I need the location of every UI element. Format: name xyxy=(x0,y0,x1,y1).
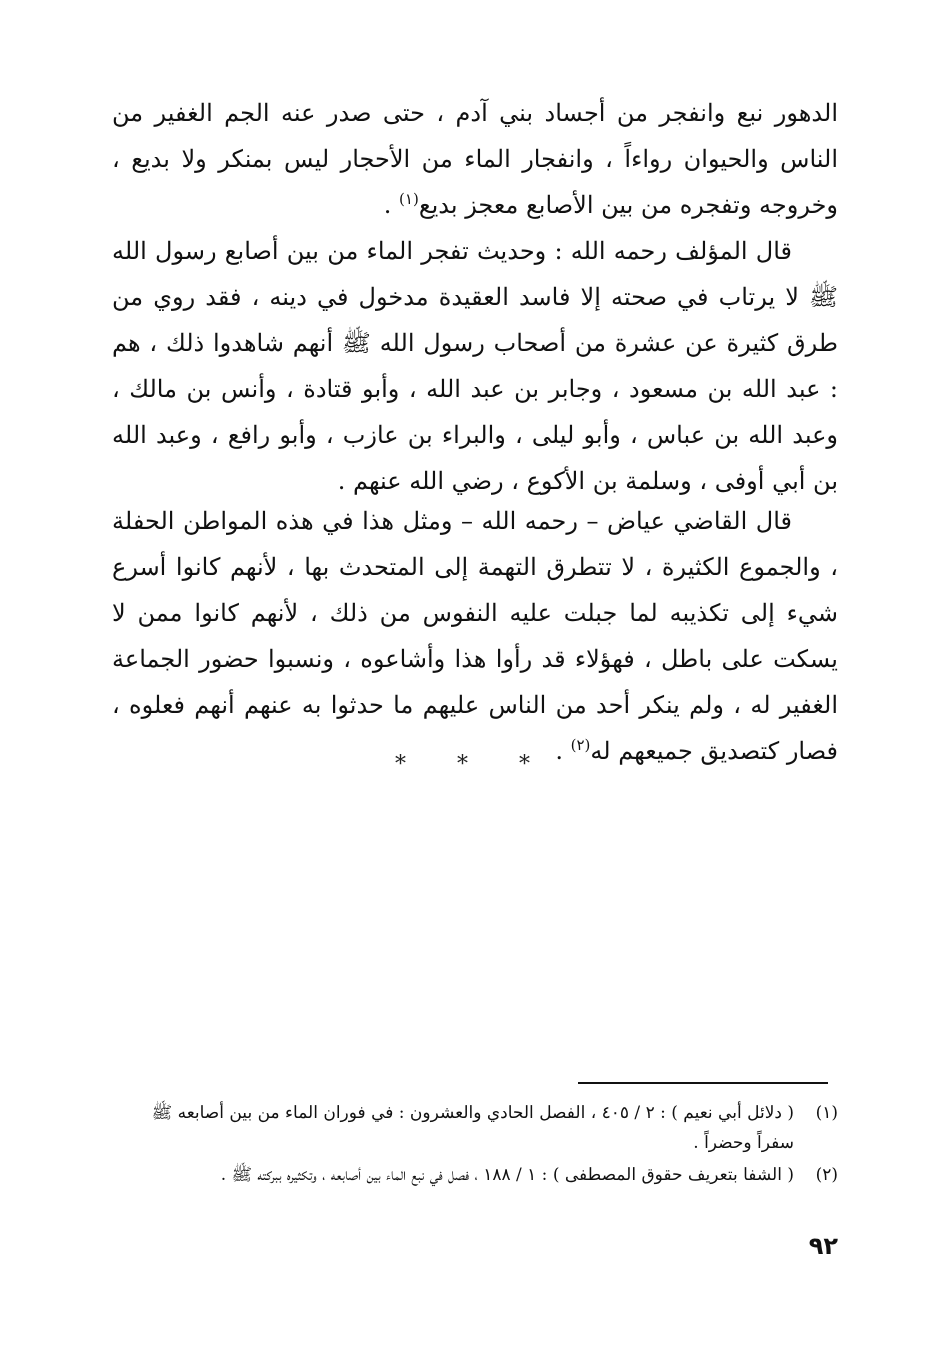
paragraph-continuation xyxy=(112,90,838,228)
footnote-item xyxy=(112,1160,838,1190)
paragraph-author-comment xyxy=(112,228,838,504)
footnote-ref-1: (١) xyxy=(399,190,419,208)
footnote-text: ( الشفا بتعريف حقوق المصطفى ) : ١ / ١٨٨ ، فصل في نبع الماء بين أصابعه ، وتكثيره ببركته ﷺ . xyxy=(220,1165,794,1185)
page-number: ٩٢ xyxy=(808,1232,838,1260)
footnote-ref-2: (٢) xyxy=(570,736,591,754)
footnotes xyxy=(112,1098,838,1192)
paragraph-text: قال المؤلف رحمه الله : وحديث تفجر الماء من بين أصابع رسول الله ﷺ لا يرتاب في صحته إلا فاسد العقيدة مدخول في دينه ، فقد روي من طرق كثيرة عن عشرة من أصحاب رسول الله ﷺ أنهم شاهدوا ذلك ، هم : عبد الله بن مسعود ، وجابر بن عبد الله ، وأبو قتادة ، وأنس بن مالك ، وعبد الله بن عباس ، وأبو ليلى ، والبراء بن عازب ، وأبو رافع ، وعبد الله بن أبي أوفى ، وسلمة بن الأكوع ، رضي الله عنهم . xyxy=(112,237,839,495)
paragraph-tail: . xyxy=(555,737,571,765)
footnote-text: ( دلائل أبي نعيم ) : ٢ / ٤٠٥ ، الفصل الحادي والعشرون : في فوران الماء من بين أصابعه ﷺ سفراً وحضراً . xyxy=(151,1103,794,1153)
paragraph-text: الدهور نبع وانفجر من أجساد بني آدم ، حتى صدر عنه الجم الغفير من الناس والحيوان رواءاً ، وانفجار الماء من الأحجار ليس بمنكر ولا بديع ، وخروجه وتفجره من بين الأصابع معجز بديع xyxy=(112,99,838,219)
paragraph-text: قال القاضي عياض – رحمه الله – ومثل هذا في هذه المواطن الحفلة ، والجموع الكثيرة ، لا تتطرق التهمة إلى المتحدث بها ، لأنهم كانوا أسرع شيء إلى تكذيبه لما جبلت عليه النفوس من ذلك ، لأنهم كانوا ممن لا يسكت على باطل ، فهؤلاء قد رأوا هذا وأشاعوه ، ونسبوا حضور الجماعة الغفير له ، ولم ينكر أحد من الناس عليهم ما حدثوا به عنهم أنهم فعلوه ، فصار كتصديق جميعهم له xyxy=(112,507,838,765)
footnote-item xyxy=(112,1098,838,1158)
footnote-divider xyxy=(578,1082,828,1084)
footnote-number: (٢) xyxy=(815,1165,838,1185)
footnote-number: (١) xyxy=(815,1103,838,1123)
paragraph-tail: . xyxy=(383,191,400,219)
section-separator: * * * xyxy=(395,752,552,777)
paragraph-qadi-iyad-quote xyxy=(112,498,838,774)
